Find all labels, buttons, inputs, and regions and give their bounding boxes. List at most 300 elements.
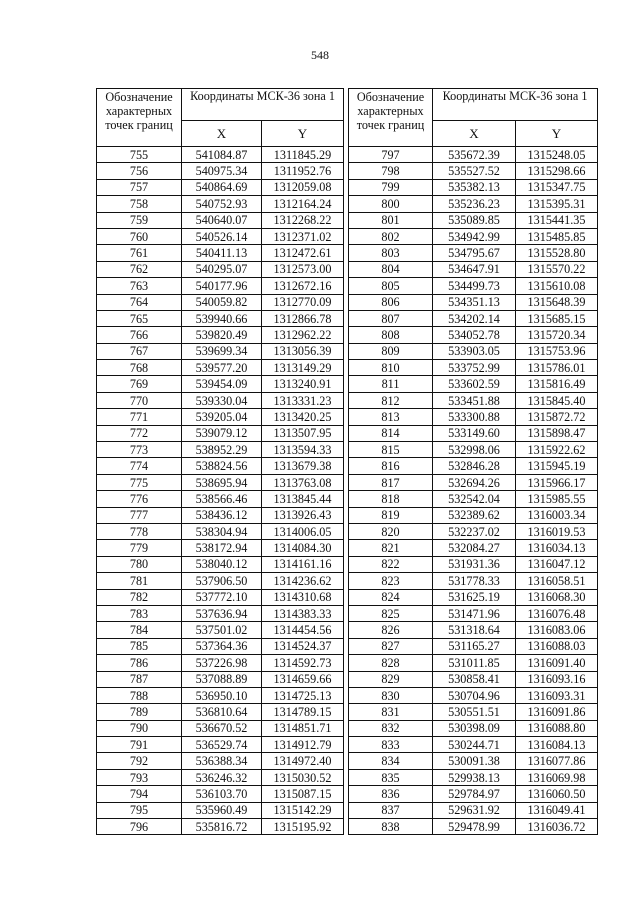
table-row	[97, 786, 344, 802]
x-coordinate-cell: 536246.32	[182, 769, 262, 785]
point-id-cell: 771	[97, 409, 182, 425]
table-row	[97, 802, 344, 818]
x-coordinate-cell: 531931.36	[433, 556, 516, 572]
y-coordinate-cell: 1315922.62	[516, 442, 598, 458]
table-row	[97, 212, 344, 228]
y-coordinate-cell: 1314912.79	[262, 737, 344, 753]
table-row	[349, 442, 598, 458]
x-coordinate-cell: 534499.73	[433, 278, 516, 294]
point-id-cell: 828	[349, 655, 433, 671]
table-row	[97, 655, 344, 671]
table-row	[349, 425, 598, 441]
table-row	[97, 278, 344, 294]
x-coordinate-cell: 536670.52	[182, 720, 262, 736]
x-coordinate-cell: 531625.19	[433, 589, 516, 605]
point-id-cell: 766	[97, 327, 182, 343]
x-coordinate-cell: 530551.51	[433, 704, 516, 720]
table-row	[349, 819, 598, 835]
x-coordinate-cell: 535089.85	[433, 212, 516, 228]
point-id-cell: 785	[97, 638, 182, 654]
y-coordinate-cell: 1315142.29	[262, 802, 344, 818]
table-row	[97, 425, 344, 441]
table-row	[97, 261, 344, 277]
point-id-cell: 816	[349, 458, 433, 474]
x-coordinate-cell: 529478.99	[433, 819, 516, 835]
x-coordinate-cell: 540864.69	[182, 179, 262, 195]
table-row	[349, 720, 598, 736]
x-coordinate-cell: 538040.12	[182, 556, 262, 572]
table-row	[97, 245, 344, 261]
y-coordinate-cell: 1312866.78	[262, 310, 344, 326]
x-coordinate-cell: 532998.06	[433, 442, 516, 458]
point-id-cell: 819	[349, 507, 433, 523]
point-id-cell: 793	[97, 769, 182, 785]
point-id-cell: 802	[349, 228, 433, 244]
table-row	[349, 458, 598, 474]
y-coordinate-cell: 1312059.08	[262, 179, 344, 195]
x-coordinate-cell: 530398.09	[433, 720, 516, 736]
y-coordinate-cell: 1316088.03	[516, 638, 598, 654]
point-id-cell: 768	[97, 360, 182, 376]
x-coordinate-cell: 533149.60	[433, 425, 516, 441]
y-coordinate-cell: 1312962.22	[262, 327, 344, 343]
x-coordinate-cell: 532389.62	[433, 507, 516, 523]
y-coordinate-cell: 1316003.34	[516, 507, 598, 523]
y-coordinate-cell: 1316060.50	[516, 786, 598, 802]
point-id-cell: 807	[349, 310, 433, 326]
point-id-cell: 784	[97, 622, 182, 638]
y-coordinate-cell: 1314310.68	[262, 589, 344, 605]
y-coordinate-cell: 1314454.56	[262, 622, 344, 638]
x-coordinate-cell: 537364.36	[182, 638, 262, 654]
y-coordinate-cell: 1312371.02	[262, 228, 344, 244]
point-id-cell: 800	[349, 196, 433, 212]
point-id-cell: 831	[349, 704, 433, 720]
y-coordinate-cell: 1316068.30	[516, 589, 598, 605]
header-x: X	[433, 121, 516, 147]
x-coordinate-cell: 539205.04	[182, 409, 262, 425]
point-id-cell: 770	[97, 392, 182, 408]
x-coordinate-cell: 536103.70	[182, 786, 262, 802]
y-coordinate-cell: 1315720.34	[516, 327, 598, 343]
x-coordinate-cell: 530244.71	[433, 737, 516, 753]
y-coordinate-cell: 1313763.08	[262, 474, 344, 490]
point-id-cell: 762	[97, 261, 182, 277]
x-coordinate-cell: 539699.34	[182, 343, 262, 359]
point-id-cell: 755	[97, 147, 182, 163]
x-coordinate-cell: 531165.27	[433, 638, 516, 654]
point-id-cell: 787	[97, 671, 182, 687]
point-id-cell: 806	[349, 294, 433, 310]
x-coordinate-cell: 534052.78	[433, 327, 516, 343]
x-coordinate-cell: 533602.59	[433, 376, 516, 392]
table-row	[97, 442, 344, 458]
table-row	[349, 294, 598, 310]
table-row	[97, 360, 344, 376]
x-coordinate-cell: 539940.66	[182, 310, 262, 326]
table-row	[97, 671, 344, 687]
x-coordinate-cell: 540411.13	[182, 245, 262, 261]
point-id-cell: 817	[349, 474, 433, 490]
table-row	[97, 819, 344, 835]
point-id-cell: 776	[97, 491, 182, 507]
point-id-cell: 813	[349, 409, 433, 425]
point-id-cell: 826	[349, 622, 433, 638]
x-coordinate-cell: 534942.99	[433, 228, 516, 244]
point-id-cell: 837	[349, 802, 433, 818]
table-row	[349, 491, 598, 507]
x-coordinate-cell: 539577.20	[182, 360, 262, 376]
x-coordinate-cell: 529784.97	[433, 786, 516, 802]
table-row	[97, 228, 344, 244]
x-coordinate-cell: 537088.89	[182, 671, 262, 687]
x-coordinate-cell: 538952.29	[182, 442, 262, 458]
table-row	[97, 523, 344, 539]
table-row	[97, 294, 344, 310]
point-id-cell: 765	[97, 310, 182, 326]
table-row	[349, 507, 598, 523]
x-coordinate-cell: 532694.26	[433, 474, 516, 490]
y-coordinate-cell: 1316047.12	[516, 556, 598, 572]
table-row	[349, 589, 598, 605]
table-row	[97, 507, 344, 523]
table-row	[97, 556, 344, 572]
point-id-cell: 786	[97, 655, 182, 671]
table-body-right	[349, 147, 598, 835]
point-id-cell: 805	[349, 278, 433, 294]
point-id-cell: 779	[97, 540, 182, 556]
x-coordinate-cell: 533903.05	[433, 343, 516, 359]
y-coordinate-cell: 1316088.80	[516, 720, 598, 736]
x-coordinate-cell: 534351.13	[433, 294, 516, 310]
y-coordinate-cell: 1313507.95	[262, 425, 344, 441]
point-id-cell: 758	[97, 196, 182, 212]
x-coordinate-cell: 535236.23	[433, 196, 516, 212]
table-row	[349, 147, 598, 163]
point-id-cell: 757	[97, 179, 182, 195]
x-coordinate-cell: 539454.09	[182, 376, 262, 392]
y-coordinate-cell: 1314789.15	[262, 704, 344, 720]
x-coordinate-cell: 529938.13	[433, 769, 516, 785]
y-coordinate-cell: 1315753.96	[516, 343, 598, 359]
y-coordinate-cell: 1315248.05	[516, 147, 598, 163]
table-row	[97, 720, 344, 736]
table-row	[349, 360, 598, 376]
point-id-cell: 820	[349, 523, 433, 539]
table-row	[97, 327, 344, 343]
table-row	[349, 245, 598, 261]
x-coordinate-cell: 540752.93	[182, 196, 262, 212]
table-row	[97, 573, 344, 589]
y-coordinate-cell: 1315570.22	[516, 261, 598, 277]
table-row	[349, 196, 598, 212]
y-coordinate-cell: 1314972.40	[262, 753, 344, 769]
x-coordinate-cell: 534795.67	[433, 245, 516, 261]
point-id-cell: 823	[349, 573, 433, 589]
table-row	[97, 622, 344, 638]
x-coordinate-cell: 531778.33	[433, 573, 516, 589]
table-row	[97, 409, 344, 425]
point-id-cell: 801	[349, 212, 433, 228]
y-coordinate-cell: 1316076.48	[516, 605, 598, 621]
table-row	[97, 589, 344, 605]
point-id-cell: 804	[349, 261, 433, 277]
x-coordinate-cell: 538566.46	[182, 491, 262, 507]
point-id-cell: 799	[349, 179, 433, 195]
table-row	[349, 671, 598, 687]
table-row	[349, 261, 598, 277]
y-coordinate-cell: 1314236.62	[262, 573, 344, 589]
y-coordinate-cell: 1315485.85	[516, 228, 598, 244]
table-row	[349, 655, 598, 671]
table-row	[97, 687, 344, 703]
table-row	[97, 458, 344, 474]
table-row	[97, 737, 344, 753]
x-coordinate-cell: 538172.94	[182, 540, 262, 556]
y-coordinate-cell: 1314161.16	[262, 556, 344, 572]
table-row	[97, 196, 344, 212]
point-id-cell: 789	[97, 704, 182, 720]
y-coordinate-cell: 1315528.80	[516, 245, 598, 261]
point-id-cell: 815	[349, 442, 433, 458]
table-row	[97, 147, 344, 163]
point-id-cell: 836	[349, 786, 433, 802]
table-row	[349, 228, 598, 244]
y-coordinate-cell: 1313056.39	[262, 343, 344, 359]
table-row	[97, 704, 344, 720]
x-coordinate-cell: 529631.92	[433, 802, 516, 818]
point-id-cell: 825	[349, 605, 433, 621]
y-coordinate-cell: 1314006.05	[262, 523, 344, 539]
x-coordinate-cell: 536950.10	[182, 687, 262, 703]
table-row	[349, 212, 598, 228]
x-coordinate-cell: 532846.28	[433, 458, 516, 474]
point-id-cell: 809	[349, 343, 433, 359]
header-designation: Обозначение характерных точек границ	[349, 89, 433, 147]
x-coordinate-cell: 536388.34	[182, 753, 262, 769]
x-coordinate-cell: 535672.39	[433, 147, 516, 163]
x-coordinate-cell: 530704.96	[433, 687, 516, 703]
y-coordinate-cell: 1312573.00	[262, 261, 344, 277]
table-row	[349, 638, 598, 654]
x-coordinate-cell: 539079.12	[182, 425, 262, 441]
header-x: X	[182, 121, 262, 147]
y-coordinate-cell: 1314524.37	[262, 638, 344, 654]
point-id-cell: 782	[97, 589, 182, 605]
point-id-cell: 769	[97, 376, 182, 392]
x-coordinate-cell: 540640.07	[182, 212, 262, 228]
table-row	[97, 474, 344, 490]
x-coordinate-cell: 532542.04	[433, 491, 516, 507]
table-row	[349, 687, 598, 703]
page-number: 548	[311, 48, 329, 62]
y-coordinate-cell: 1315395.31	[516, 196, 598, 212]
point-id-cell: 818	[349, 491, 433, 507]
y-coordinate-cell: 1313594.33	[262, 442, 344, 458]
point-id-cell: 822	[349, 556, 433, 572]
y-coordinate-cell: 1314851.71	[262, 720, 344, 736]
point-id-cell: 803	[349, 245, 433, 261]
point-id-cell: 773	[97, 442, 182, 458]
table-row	[97, 310, 344, 326]
y-coordinate-cell: 1315298.66	[516, 163, 598, 179]
x-coordinate-cell: 536529.74	[182, 737, 262, 753]
y-coordinate-cell: 1315898.47	[516, 425, 598, 441]
x-coordinate-cell: 537226.98	[182, 655, 262, 671]
y-coordinate-cell: 1315872.72	[516, 409, 598, 425]
y-coordinate-cell: 1314592.73	[262, 655, 344, 671]
point-id-cell: 778	[97, 523, 182, 539]
x-coordinate-cell: 533451.88	[433, 392, 516, 408]
header-y: Y	[516, 121, 598, 147]
y-coordinate-cell: 1314383.33	[262, 605, 344, 621]
x-coordinate-cell: 531318.64	[433, 622, 516, 638]
table-row	[349, 327, 598, 343]
x-coordinate-cell: 540059.82	[182, 294, 262, 310]
x-coordinate-cell: 534647.91	[433, 261, 516, 277]
table-row	[349, 704, 598, 720]
point-id-cell: 756	[97, 163, 182, 179]
table-row	[97, 343, 344, 359]
point-id-cell: 767	[97, 343, 182, 359]
table-row	[349, 540, 598, 556]
y-coordinate-cell: 1316034.13	[516, 540, 598, 556]
point-id-cell: 835	[349, 769, 433, 785]
y-coordinate-cell: 1314659.66	[262, 671, 344, 687]
point-id-cell: 777	[97, 507, 182, 523]
y-coordinate-cell: 1315945.19	[516, 458, 598, 474]
y-coordinate-cell: 1313420.25	[262, 409, 344, 425]
point-id-cell: 774	[97, 458, 182, 474]
point-id-cell: 834	[349, 753, 433, 769]
y-coordinate-cell: 1312164.24	[262, 196, 344, 212]
point-id-cell: 790	[97, 720, 182, 736]
table-row	[97, 638, 344, 654]
x-coordinate-cell: 540177.96	[182, 278, 262, 294]
point-id-cell: 794	[97, 786, 182, 802]
x-coordinate-cell: 537636.94	[182, 605, 262, 621]
table-row	[349, 409, 598, 425]
table-row	[349, 343, 598, 359]
y-coordinate-cell: 1316049.41	[516, 802, 598, 818]
x-coordinate-cell: 541084.87	[182, 147, 262, 163]
y-coordinate-cell: 1314725.13	[262, 687, 344, 703]
x-coordinate-cell: 539820.49	[182, 327, 262, 343]
y-coordinate-cell: 1313845.44	[262, 491, 344, 507]
table-row	[349, 753, 598, 769]
y-coordinate-cell: 1313240.91	[262, 376, 344, 392]
x-coordinate-cell: 532084.27	[433, 540, 516, 556]
point-id-cell: 761	[97, 245, 182, 261]
table-row	[97, 392, 344, 408]
x-coordinate-cell: 540526.14	[182, 228, 262, 244]
y-coordinate-cell: 1312268.22	[262, 212, 344, 228]
point-id-cell: 780	[97, 556, 182, 572]
table-row	[97, 753, 344, 769]
x-coordinate-cell: 531471.96	[433, 605, 516, 621]
x-coordinate-cell: 533300.88	[433, 409, 516, 425]
x-coordinate-cell: 537906.50	[182, 573, 262, 589]
point-id-cell: 814	[349, 425, 433, 441]
point-id-cell: 764	[97, 294, 182, 310]
y-coordinate-cell: 1315030.52	[262, 769, 344, 785]
point-id-cell: 829	[349, 671, 433, 687]
point-id-cell: 797	[349, 147, 433, 163]
y-coordinate-cell: 1316093.16	[516, 671, 598, 687]
y-coordinate-cell: 1311845.29	[262, 147, 344, 163]
point-id-cell: 830	[349, 687, 433, 703]
table-row	[97, 491, 344, 507]
x-coordinate-cell: 538436.12	[182, 507, 262, 523]
y-coordinate-cell: 1315985.55	[516, 491, 598, 507]
point-id-cell: 838	[349, 819, 433, 835]
point-id-cell: 775	[97, 474, 182, 490]
point-id-cell: 798	[349, 163, 433, 179]
x-coordinate-cell: 540975.34	[182, 163, 262, 179]
table-row	[97, 769, 344, 785]
y-coordinate-cell: 1315966.17	[516, 474, 598, 490]
y-coordinate-cell: 1312672.16	[262, 278, 344, 294]
x-coordinate-cell: 540295.07	[182, 261, 262, 277]
table-row	[349, 310, 598, 326]
x-coordinate-cell: 530091.38	[433, 753, 516, 769]
y-coordinate-cell: 1315441.35	[516, 212, 598, 228]
point-id-cell: 808	[349, 327, 433, 343]
table-row	[97, 163, 344, 179]
table-row	[349, 573, 598, 589]
table-row	[349, 278, 598, 294]
y-coordinate-cell: 1314084.30	[262, 540, 344, 556]
x-coordinate-cell: 539330.04	[182, 392, 262, 408]
point-id-cell: 759	[97, 212, 182, 228]
coordinates-table-left	[96, 88, 344, 835]
x-coordinate-cell: 535960.49	[182, 802, 262, 818]
point-id-cell: 791	[97, 737, 182, 753]
coordinates-table-right	[348, 88, 598, 835]
y-coordinate-cell: 1316083.06	[516, 622, 598, 638]
point-id-cell: 832	[349, 720, 433, 736]
point-id-cell: 783	[97, 605, 182, 621]
x-coordinate-cell: 535527.52	[433, 163, 516, 179]
x-coordinate-cell: 530858.41	[433, 671, 516, 687]
point-id-cell: 781	[97, 573, 182, 589]
y-coordinate-cell: 1312472.61	[262, 245, 344, 261]
table-body-left	[97, 147, 344, 835]
y-coordinate-cell: 1316091.86	[516, 704, 598, 720]
point-id-cell: 824	[349, 589, 433, 605]
header-coords: Координаты МСК-36 зона 1	[433, 89, 598, 121]
point-id-cell: 796	[97, 819, 182, 835]
header-designation: Обозначение характерных точек границ	[97, 89, 182, 147]
y-coordinate-cell: 1316069.98	[516, 769, 598, 785]
x-coordinate-cell: 537501.02	[182, 622, 262, 638]
header-y: Y	[262, 121, 344, 147]
table-row	[349, 474, 598, 490]
table-row	[97, 540, 344, 556]
x-coordinate-cell: 538695.94	[182, 474, 262, 490]
x-coordinate-cell: 535382.13	[433, 179, 516, 195]
x-coordinate-cell: 538304.94	[182, 523, 262, 539]
table-row	[349, 737, 598, 753]
table-row	[349, 523, 598, 539]
y-coordinate-cell: 1315648.39	[516, 294, 598, 310]
y-coordinate-cell: 1315087.15	[262, 786, 344, 802]
table-row	[349, 786, 598, 802]
y-coordinate-cell: 1313149.29	[262, 360, 344, 376]
y-coordinate-cell: 1316058.51	[516, 573, 598, 589]
point-id-cell: 792	[97, 753, 182, 769]
point-id-cell: 833	[349, 737, 433, 753]
